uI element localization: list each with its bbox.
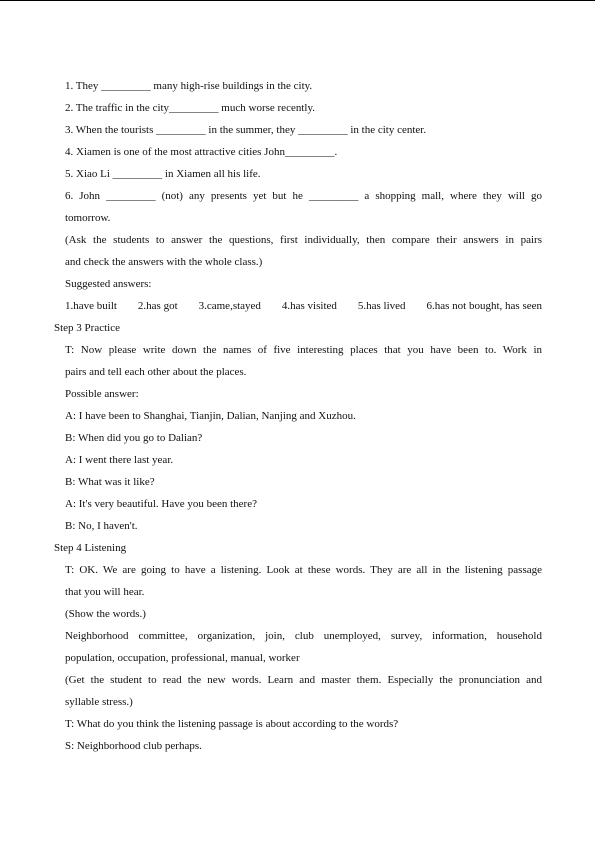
step4-heading: Step 4 Listening [54,542,127,554]
answers-row [65,295,542,317]
answer-4: 4.has visited [281,300,337,312]
exercise-item-1: 1. They _________ many high-rise buildings in the city. [65,80,313,92]
dialogue-line-2: B: When did you go to Dalian? [65,432,203,444]
exercise-item-6: 6. John _________ (not) any presents yet but he _________ a shopping mall, where they will go [65,190,542,202]
dialogue-line-1: A: I have been to Shanghai, Tianjin, Dalian, Nanjing and Xuzhou. [65,410,356,422]
step3-teacher-line-2: pairs and tell each other about the places. [65,366,247,378]
instruction-line-1: (Ask the students to answer the questions, first individually, then compare their answers in pairs [65,234,542,246]
reading-note-line-2: syllable stress.) [65,696,133,708]
answers-label: Suggested answers: [65,278,152,290]
dialogue-line-5: A: It's very beautiful. Have you been there? [65,498,257,510]
dialogue-line-3: A: I went there last year. [65,454,174,466]
answer-3: 3.came,stayed [198,300,261,312]
instruction-line-2: and check the answers with the whole class.) [65,256,263,268]
answer-5: 5.has lived [357,300,406,312]
step4-teacher-line-1: T: OK. We are going to have a listening. Look at these words. They are all in the listening passage [65,564,542,576]
teacher-question: T: What do you think the listening passage is about according to the words? [65,718,399,730]
reading-note-line-1: (Get the student to read the new words. Learn and master them. Especially the pronunciation and [65,674,542,686]
step3-teacher-line-1: T: Now please write down the names of five interesting places that you have been to. Work in [65,344,542,356]
word-list-line-2: population, occupation, professional, manual, worker [65,652,300,664]
exercise-item-5: 5. Xiao Li _________ in Xiamen all his life. [65,168,261,180]
step4-teacher-line-2: that you will hear. [65,586,145,598]
answer-6: 6.has not bought, has seen [426,300,542,312]
top-rule [0,0,595,1]
answer-2: 2.has got [137,300,178,312]
exercise-item-4: 4. Xiamen is one of the most attractive cities John_________. [65,146,338,158]
dialogue-line-4: B: What was it like? [65,476,155,488]
step3-heading: Step 3 Practice [54,322,120,334]
student-response: S: Neighborhood club perhaps. [65,740,202,752]
exercise-item-3: 3. When the tourists _________ in the summer, they _________ in the city center. [65,124,427,136]
answer-1: 1.have built [65,300,117,312]
exercise-item-6-continued: tomorrow. [65,212,111,224]
document-page [0,75,595,757]
show-words-note: (Show the words.) [65,608,146,620]
possible-answer-label: Possible answer: [65,388,139,400]
dialogue-line-6: B: No, I haven't. [65,520,138,532]
exercise-item-2: 2. The traffic in the city_________ much worse recently. [65,102,315,114]
word-list-line-1: Neighborhood committee, organization, join, club unemployed, survey, information, household [65,630,542,642]
